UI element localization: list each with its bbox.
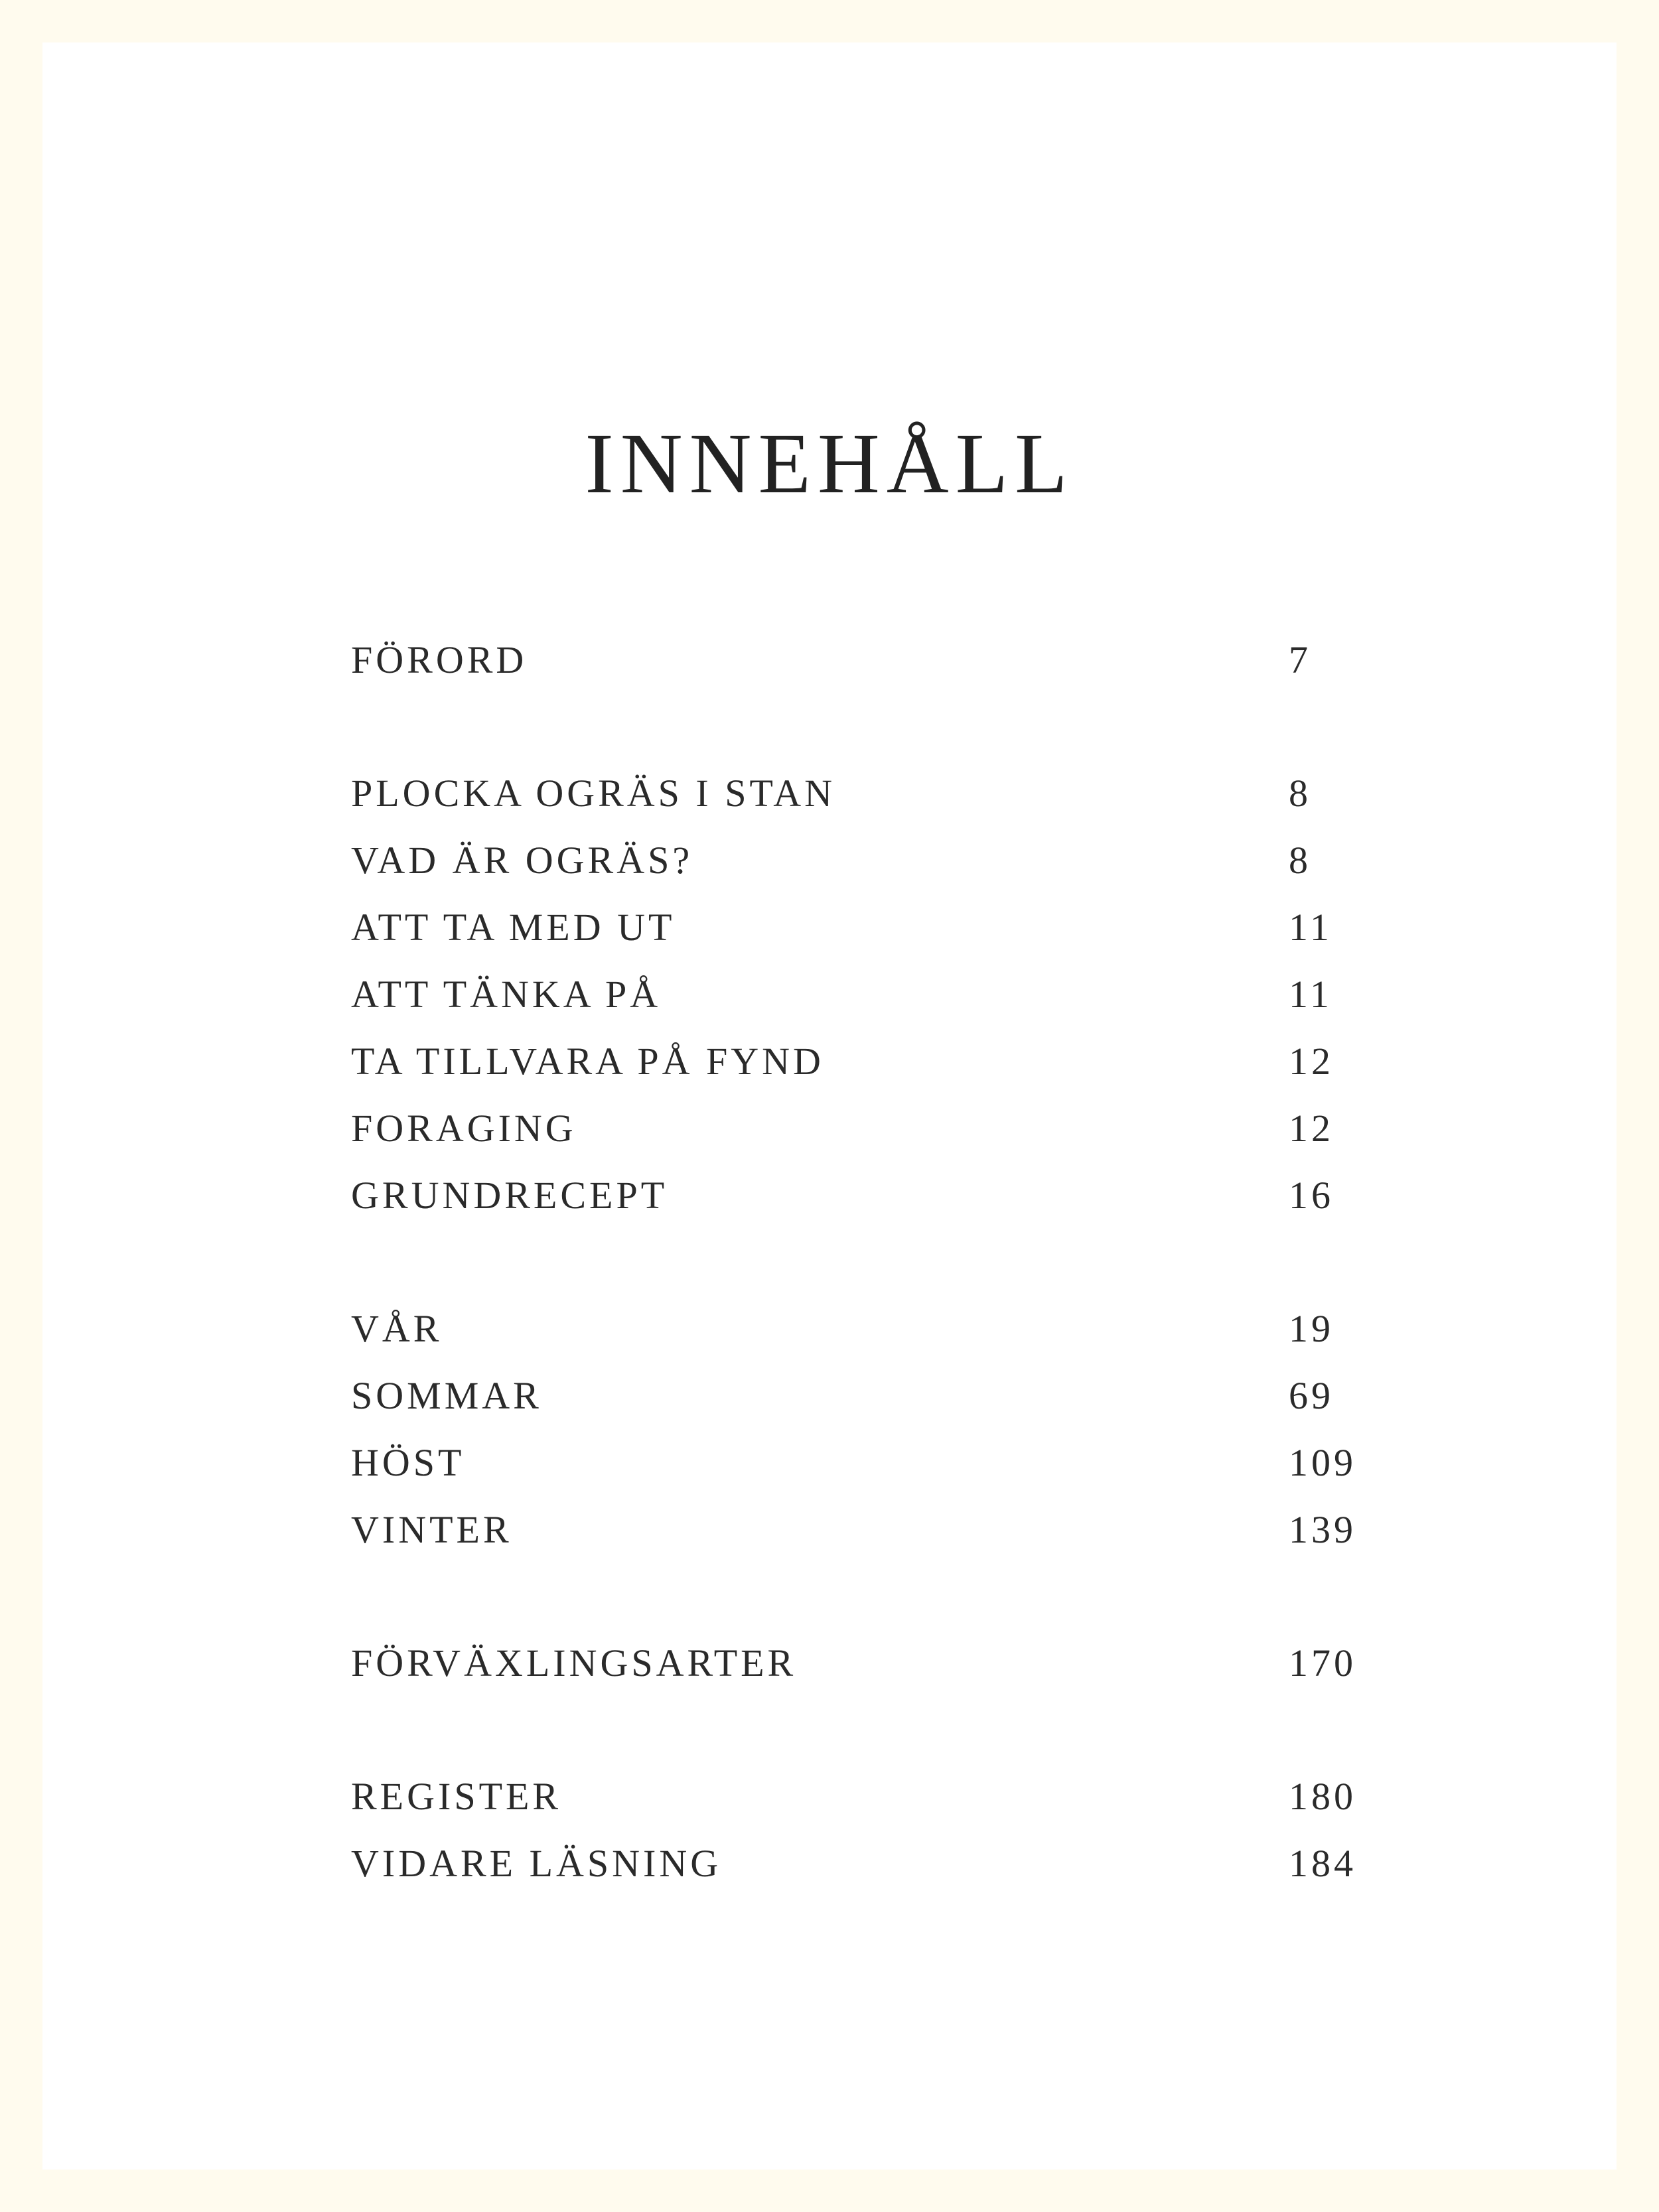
toc-entry	[351, 1028, 1360, 1095]
toc-entry-label: SOMMAR	[351, 1374, 542, 1417]
toc-entry-label: VINTER	[351, 1508, 512, 1551]
toc-entry-page: 11	[1289, 973, 1333, 1016]
toc-entry-label: ATT TÄNKA PÅ	[351, 973, 662, 1016]
toc-entry-page: 16	[1289, 1174, 1334, 1217]
toc-group-seasons	[351, 1295, 1360, 1563]
toc-entry	[351, 626, 1360, 693]
toc-entry-label: PLOCKA OGRÄS I STAN	[351, 772, 836, 815]
toc-entry	[351, 961, 1360, 1028]
toc-entry-label: FÖRORD	[351, 638, 528, 681]
toc-entry-page: 12	[1289, 1107, 1334, 1150]
toc-entry-label: VAD ÄR OGRÄS?	[351, 839, 693, 882]
toc-entry-label: FORAGING	[351, 1107, 577, 1150]
toc-entry-page: 109	[1289, 1441, 1356, 1484]
toc-entry-page: 19	[1289, 1307, 1334, 1350]
toc-entry-label: VÅR	[351, 1307, 443, 1350]
toc-group-foreword	[351, 626, 1360, 693]
toc-entry-page: 8	[1289, 839, 1311, 882]
toc-entry-label: VIDARE LÄSNING	[351, 1842, 722, 1885]
toc-entry	[351, 1763, 1360, 1830]
table-of-contents	[351, 626, 1360, 1963]
toc-group-intro	[351, 760, 1360, 1229]
toc-entry-page: 139	[1289, 1508, 1356, 1551]
toc-entry	[351, 827, 1360, 894]
toc-entry-page: 184	[1289, 1842, 1356, 1885]
toc-entry	[351, 1496, 1360, 1563]
toc-entry-label: TA TILLVARA PÅ FYND	[351, 1040, 824, 1083]
toc-entry	[351, 894, 1360, 961]
toc-entry	[351, 1162, 1360, 1229]
toc-entry-label: FÖRVÄXLINGSARTER	[351, 1641, 797, 1685]
book-page	[42, 42, 1617, 2170]
toc-entry-page: 12	[1289, 1040, 1334, 1083]
toc-entry	[351, 1362, 1360, 1429]
toc-entry	[351, 1629, 1360, 1696]
page-title: INNEHÅLL	[585, 416, 1074, 512]
toc-entry-page: 11	[1289, 906, 1333, 949]
toc-entry-label: ATT TA MED UT	[351, 906, 676, 949]
toc-entry	[351, 760, 1360, 827]
toc-entry-page: 180	[1289, 1775, 1356, 1818]
toc-entry	[351, 1830, 1360, 1897]
toc-entry	[351, 1295, 1360, 1362]
toc-group-back-matter	[351, 1763, 1360, 1897]
toc-entry	[351, 1095, 1360, 1162]
toc-entry-page: 7	[1289, 638, 1311, 681]
toc-entry-page: 69	[1289, 1374, 1334, 1417]
toc-group-lookalikes	[351, 1629, 1360, 1696]
toc-entry	[351, 1429, 1360, 1496]
toc-entry-label: GRUNDRECEPT	[351, 1174, 668, 1217]
toc-entry-page: 170	[1289, 1641, 1356, 1685]
toc-entry-label: HÖST	[351, 1441, 465, 1484]
toc-entry-label: REGISTER	[351, 1775, 562, 1818]
toc-entry-page: 8	[1289, 772, 1311, 815]
